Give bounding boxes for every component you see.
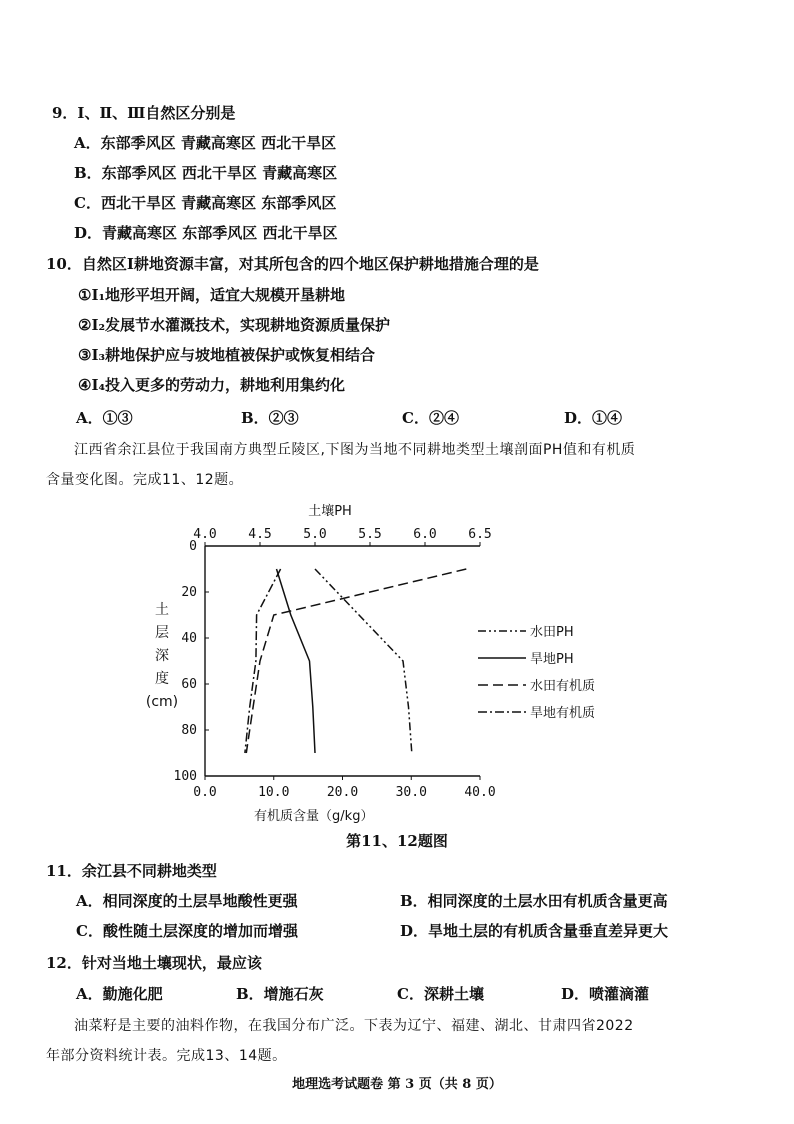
top-tick-label: 5.5 bbox=[358, 527, 382, 542]
legend-label-3: 水田有机质 bbox=[530, 679, 596, 694]
bottom-tick-label: 0.0 bbox=[193, 785, 217, 800]
top-axis-title: 土壤PH bbox=[308, 504, 352, 519]
q10-option-a: A．①③ bbox=[76, 409, 133, 427]
q10-item-3: ③Ⅰ₃耕地保护应与坡地植被保护或恢复相结合 bbox=[78, 346, 376, 364]
chart-caption: 第11、12题图 bbox=[346, 832, 448, 850]
bottom-tick-label: 10.0 bbox=[258, 785, 290, 800]
y-tick-label: 40 bbox=[181, 631, 197, 646]
y-tick-label: 80 bbox=[181, 723, 197, 738]
q9-option-a: A．东部季风区 青藏高寒区 西北干旱区 bbox=[74, 134, 337, 152]
series-line-3 bbox=[246, 569, 466, 753]
q10-option-b: B．②③ bbox=[241, 409, 299, 427]
q11-option-d: D．旱地土层的有机质含量垂直差异更大 bbox=[400, 922, 669, 940]
q12-option-b: B．增施石灰 bbox=[236, 985, 324, 1003]
bottom-tick-label: 20.0 bbox=[326, 785, 359, 800]
series-line-1 bbox=[315, 569, 412, 753]
bottom-tick-label: 40.0 bbox=[464, 785, 496, 800]
top-tick-label: 5.0 bbox=[303, 527, 327, 542]
q9-option-b: B．东部季风区 西北干旱区 青藏高寒区 bbox=[74, 164, 338, 182]
y-axis-title-char: 土 bbox=[155, 602, 169, 618]
series-line-4 bbox=[245, 569, 281, 753]
q9-option-d: D．青藏高寒区 东部季风区 西北干旱区 bbox=[74, 224, 338, 242]
q10-stem: 10．自然区Ⅰ耕地资源丰富，对其所包含的四个地区保护耕地措施合理的是 bbox=[46, 255, 539, 273]
q12-option-d: D．喷灌滴灌 bbox=[561, 985, 650, 1003]
legend-label-2: 旱地PH bbox=[530, 652, 574, 667]
q10-option-d: D．①④ bbox=[564, 409, 623, 427]
legend-label-1: 水田PH bbox=[530, 625, 574, 640]
q12-option-a: A．勤施化肥 bbox=[76, 985, 163, 1003]
intro-13-14-line1: 油菜籽是主要的油料作物，在我国分布广泛。下表为辽宁、福建、湖北、甘肃四省2022 bbox=[74, 1018, 634, 1034]
q10-item-4: ④Ⅰ₄投入更多的劳动力，耕地利用集约化 bbox=[78, 376, 346, 394]
bottom-tick-label: 30.0 bbox=[395, 785, 427, 800]
q12-option-c: C．深耕土壤 bbox=[397, 985, 484, 1003]
legend-label-4: 旱地有机质 bbox=[530, 706, 596, 721]
series-line-2 bbox=[277, 569, 316, 753]
intro-11-12-line1: 江西省余江县位于我国南方典型丘陵区,下图为当地不同耕地类型土壤剖面PH值和有机质 bbox=[74, 442, 636, 458]
y-axis-title-char: 度 bbox=[155, 671, 169, 687]
top-tick-label: 4.5 bbox=[248, 527, 272, 542]
q10-item-2: ②Ⅰ₂发展节水灌溉技术，实现耕地资源质量保护 bbox=[78, 316, 391, 334]
q10-option-c: C．②④ bbox=[402, 409, 459, 427]
y-tick-label: 60 bbox=[181, 677, 197, 692]
intro-11-12-line2: 含量变化图。完成11、12题。 bbox=[46, 472, 244, 488]
y-axis-title-char: 深 bbox=[155, 648, 169, 664]
y-tick-label: 100 bbox=[173, 769, 197, 784]
q9-option-c: C．西北干旱区 青藏高寒区 东部季风区 bbox=[74, 194, 337, 212]
y-tick-label: 0 bbox=[189, 539, 197, 554]
q11-option-c: C．酸性随土层深度的增加而增强 bbox=[76, 922, 298, 940]
y-axis-title-char: 层 bbox=[155, 625, 169, 641]
top-tick-label: 4.0 bbox=[193, 527, 217, 542]
q11-stem: 11．余江县不同耕地类型 bbox=[46, 862, 217, 880]
bottom-axis-title: 有机质含量（g/kg） bbox=[254, 809, 374, 824]
q11-option-b: B．相同深度的土层水田有机质含量更高 bbox=[400, 892, 668, 910]
top-tick-label: 6.5 bbox=[468, 527, 492, 542]
q11-option-a: A．相同深度的土层旱地酸性更强 bbox=[76, 892, 298, 910]
q10-item-1: ①Ⅰ₁地形平坦开阔，适宜大规模开垦耕地 bbox=[78, 286, 346, 304]
soil-profile-chart bbox=[140, 498, 630, 858]
y-tick-label: 20 bbox=[181, 585, 197, 600]
q12-stem: 12．针对当地土壤现状，最应该 bbox=[46, 954, 262, 972]
intro-13-14-line2: 年部分资料统计表。完成13、14题。 bbox=[46, 1048, 287, 1064]
q9-stem: 9．Ⅰ、Ⅱ、Ⅲ自然区分别是 bbox=[52, 104, 236, 122]
top-tick-label: 6.0 bbox=[413, 527, 437, 542]
page-footer: 地理选考试题卷 第 3 页（共 8 页） bbox=[292, 1077, 502, 1092]
y-axis-title-char: (cm) bbox=[145, 694, 179, 710]
